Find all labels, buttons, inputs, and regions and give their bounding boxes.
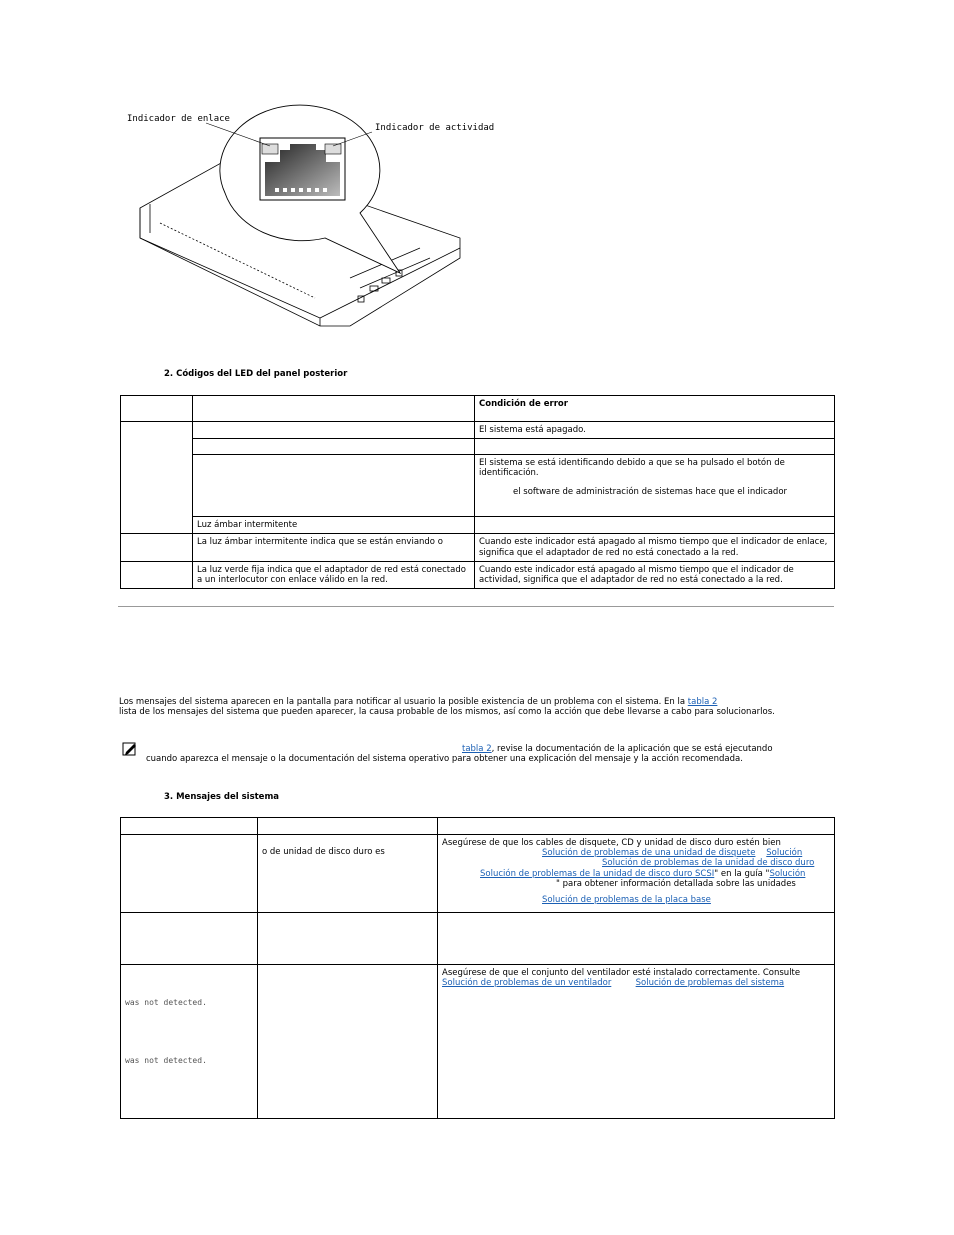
table-header: Condición de error <box>475 396 835 422</box>
floppy-troubleshoot-link[interactable]: Solución de problemas de una unidad de disquete <box>542 848 756 859</box>
table-cell <box>193 396 475 422</box>
note-icon <box>122 742 138 756</box>
action-text: " en la guía " <box>714 868 770 879</box>
intro-paragraph <box>119 697 839 717</box>
table3-caption: 3. Mensajes del sistema <box>164 792 280 802</box>
section-divider <box>118 606 834 607</box>
note-text: , revise la documentación de la aplicación que se está ejecutando <box>491 744 773 754</box>
action-text: Asegúrese de que el conjunto del ventilador esté instalado correctamente. Consulte <box>442 968 801 978</box>
troubleshoot-link[interactable]: Solución <box>769 868 806 879</box>
table-cell <box>438 818 835 835</box>
table-cell-text: el software de administración de sistemas hace que el indicador <box>513 486 788 497</box>
table-cell: Cuando este indicador está apagado al mismo tiempo que el indicador de enlace, significa que el adaptador de red no está conectado a la red. <box>475 534 835 561</box>
board-troubleshoot-link[interactable]: Solución de problemas de la placa base <box>542 894 711 905</box>
link-indicator-label: Indicador de enlace <box>127 114 230 124</box>
led-codes-table <box>120 395 835 589</box>
table-link[interactable]: tabla 2 <box>687 697 718 707</box>
table-cell <box>193 439 475 455</box>
note-line-2: cuando aparezca el mensaje o la documentación del sistema operativo para obtener una explicación del mensaje y la acción recomendada. <box>146 754 743 764</box>
table-cell <box>121 818 258 835</box>
table-cell <box>121 422 193 534</box>
table-cell <box>121 965 258 1119</box>
table-cell <box>193 422 475 439</box>
table-cell: o de unidad de disco duro es <box>258 835 438 913</box>
system-troubleshoot-link[interactable]: Solución de problemas del sistema <box>635 978 785 989</box>
table-cell <box>258 818 438 835</box>
table-cell <box>193 455 475 517</box>
table-cell-text: El sistema se está identificando debido a que se ha pulsado el botón de identificación. <box>479 458 785 479</box>
system-messages-table <box>120 817 835 1119</box>
intro-text-2: lista de los mensajes del sistema que pueden aparecer, la causa probable de los mismos, así como la acción que debe llevarse a cabo para solucionarlos. <box>119 707 775 718</box>
table-cell <box>121 396 193 422</box>
note-line-1 <box>462 744 773 754</box>
message-text: was not detected. <box>125 1055 207 1065</box>
table-cell <box>438 965 835 1119</box>
hdd-troubleshoot-link[interactable]: Solución de problemas de la unidad de disco duro <box>602 858 815 869</box>
scsi-troubleshoot-link[interactable]: Solución de problemas de la unidad de disco duro SCSI <box>480 868 715 879</box>
table-cell: La luz ámbar intermitente indica que se están enviando o <box>193 534 475 561</box>
table-cell <box>475 455 835 517</box>
table-cell: La luz verde fija indica que el adaptador de red está conectado a un interlocutor con enlace válido en la red. <box>193 561 475 588</box>
action-text: " para obtener información detallada sobre las unidades <box>556 878 796 889</box>
table-link[interactable]: tabla 2 <box>462 744 492 754</box>
table-cell <box>258 913 438 965</box>
intro-text: Los mensajes del sistema aparecen en la pantalla para notificar al usuario la posible existencia de un problema con el sistema. En la <box>119 697 686 707</box>
table-cell: El sistema está apagado. <box>475 422 835 439</box>
table-cell <box>475 439 835 455</box>
table-cell <box>438 835 835 913</box>
table-cell <box>121 913 258 965</box>
table-cell: Luz ámbar intermitente <box>193 517 475 534</box>
table-cell <box>121 534 193 561</box>
table-cell: Cuando este indicador está apagado al mismo tiempo que el indicador de actividad, significa que el adaptador de red no está conectado a la red. <box>475 561 835 588</box>
table2-caption: 2. Códigos del LED del panel posterior <box>164 369 348 379</box>
troubleshoot-link[interactable]: Solución <box>766 848 803 859</box>
nic-indicator-figure <box>120 98 495 333</box>
message-text: was not detected. <box>125 998 207 1007</box>
table-cell <box>438 913 835 965</box>
action-text: Asegúrese de que los cables de disquete, CD y unidad de disco duro estén bien <box>442 838 781 848</box>
table-cell <box>258 965 438 1119</box>
table-cell <box>121 561 193 588</box>
table-cell <box>121 835 258 913</box>
fan-troubleshoot-link[interactable]: Solución de problemas de un ventilador <box>442 978 612 989</box>
table-cell <box>475 517 835 534</box>
activity-indicator-label: Indicador de actividad <box>375 123 495 133</box>
